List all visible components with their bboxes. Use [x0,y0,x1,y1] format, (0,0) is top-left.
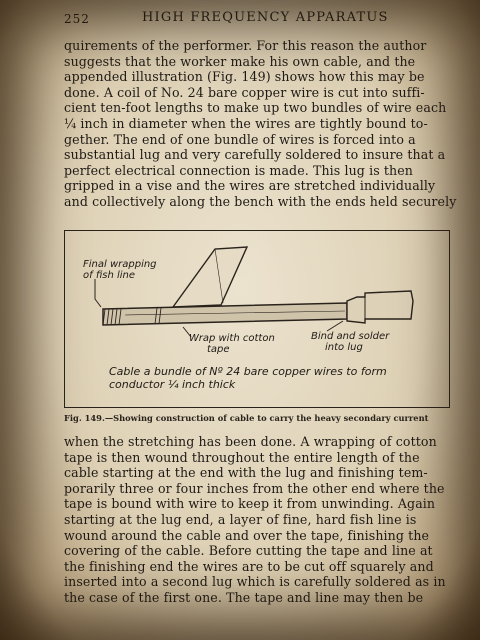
leader-final-wrapping [95,279,101,307]
solder-lug [347,291,413,323]
label-cotton-tape: Wrap with cotton tape [189,333,275,355]
cotton-tape-flap [173,247,247,307]
bottom-section [52,434,446,606]
text-line: inserted into a second lug which is carefully soldered as in [64,574,446,590]
text-line: gether. The end of one bundle of wires is forced into a [64,131,416,147]
text-line: cient ten-foot lengths to make up two bundles of wire each [64,100,447,116]
text-line: tape is then wound throughout the entire length of the [64,449,420,465]
label-final-wrapping: Final wrapping of fish line [83,259,157,281]
text-line: and collectively along the bench with the ends held securely [64,193,457,209]
text-line: starting at the lug end, a layer of fine, hard fish line is [64,511,417,527]
book-page [52,6,457,636]
cable-body [103,303,347,325]
text-line: covering of the cable. Before cutting the tape and line at [64,543,433,559]
running-header [52,6,452,28]
running-title: HIGH FREQUENCY APPARATUS [142,10,389,25]
text-line: gripped in a vise and the wires are stretched individually [64,178,436,194]
figure-caption: Fig. 149.—Showing construction of cable to carry the heavy secondary current [64,413,429,423]
text-line: cable starting at the end with the lug and finishing tem- [64,465,428,481]
text-line: porarily three or four inches from the other end where the [64,480,445,496]
page-number: 252 [64,12,90,26]
text-line: perfect electrical connection is made. This lug is then [64,162,414,178]
top-paragraph [52,38,457,210]
text-line: substantial lug and very carefully soldered to insure that a [64,147,446,163]
text-line: ¼ inch in diameter when the wires are tightly bound to- [64,115,428,131]
text-line: tape is bound with wire to keep it from unwinding. Again [64,496,436,512]
cable-note: Cable a bundle of Nº 24 bare copper wires to form conductor ¼ inch thick [109,365,387,391]
text-line: suggests that the worker make his own cable, and the [64,53,416,69]
text-line: quirements of the performer. For this reason the author [64,38,427,53]
text-line: the finishing end the wires are to be cut off squarely and [64,558,434,574]
text-line: the case of the first one. The tape and line may then be [64,589,424,605]
label-bind-solder: Bind and solder into lug [311,331,390,353]
text-line: wound around the cable and over the tape, finishing the [64,527,430,543]
figure-149 [64,230,450,408]
text-line: done. A coil of No. 24 bare copper wire is cut into suffi- [64,84,425,100]
bottom-paragraph [52,434,446,606]
leader-lug [327,321,343,331]
text-line: when the stretching has been done. A wrapping of cotton [64,434,437,449]
text-line: appended illustration (Fig. 149) shows how this may be [64,69,425,85]
